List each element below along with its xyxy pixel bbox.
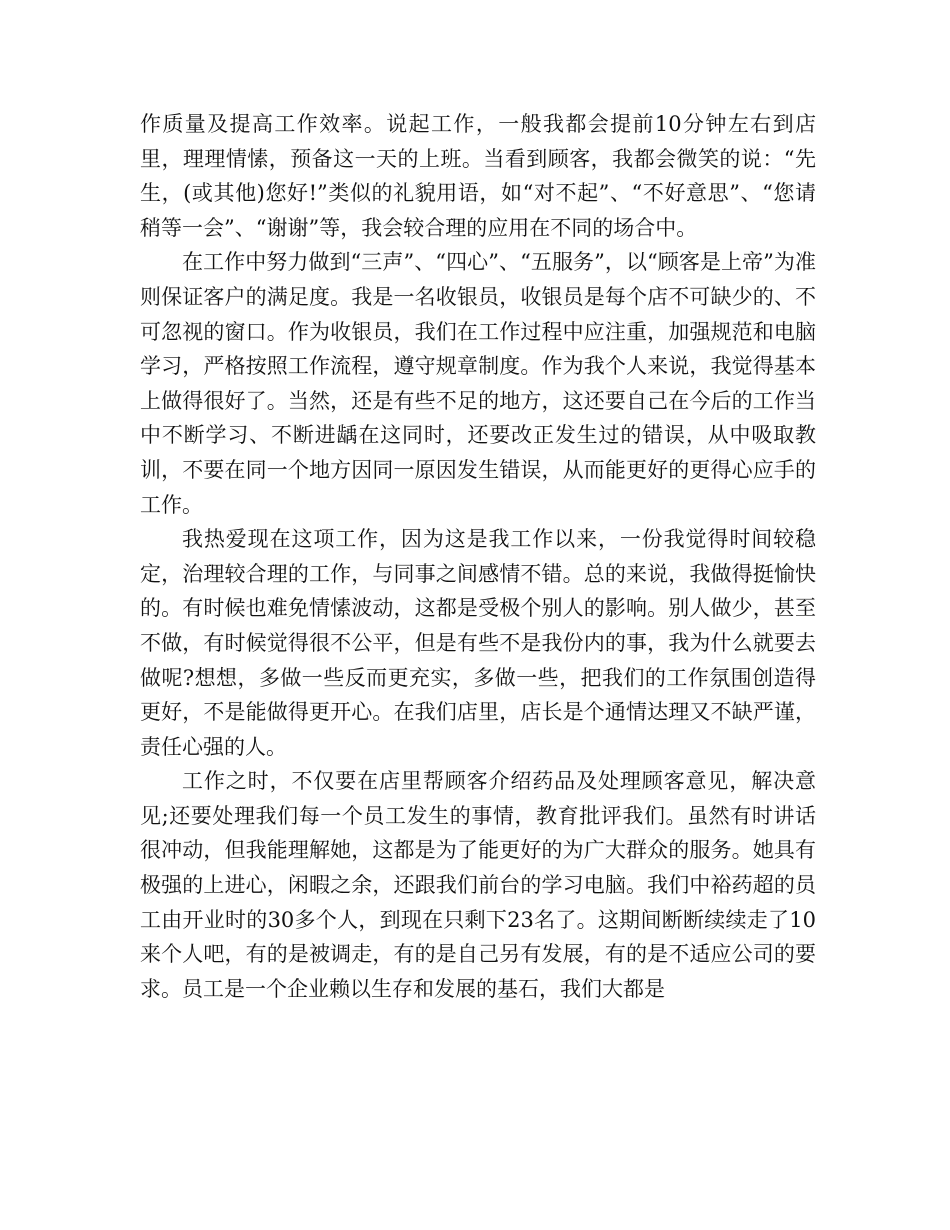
paragraph-continuation: 作质量及提高工作效率。说起工作，一般我都会提前10分钟左右到店里，理理情愫，预备这一天的上班。当看到顾客，我都会微笑的说：“先生，(或其他)您好!”类似的礼貌用语，如“对不起”、“不好意思”、“您请稍等一会”、“谢谢”等，我会较合理的应用在不同的场合中。	[140, 112, 816, 240]
document-body	[140, 107, 816, 1006]
paragraph-store-manager: 工作之时，不仅要在店里帮顾客介绍药品及处理顾客意见，解决意见;还要处理我们每一个员工发生的事情，教育批评我们。虽然有时讲话很冲动，但我能理解她，这都是为了能更好的为广大群众的服务。她具有极强的上进心，闲暇之余，还跟我们前台的学习电脑。我们中裕药超的员工由开业时的30多个人，到现在只剩下23名了。这期间断断续续走了10来个人吧，有的是被调走，有的是自己另有发展，有的是不适应公司的要求。员工是一个企业赖以生存和发展的基石，我们大都是	[140, 769, 816, 1001]
paragraph-love-of-work: 我热爱现在这项工作，因为这是我工作以来，一份我觉得时间较稳定，治理较合理的工作，与同事之间感情不错。总的来说，我做得挺愉快的。有时候也难免情愫波动，这都是受极个别人的影响。别人做少，甚至不做，有时候觉得很不公平，但是有些不是我份内的事，我为什么就要去做呢?想想，多做一些反而更充实，多做一些，把我们的工作氛围创造得更好，不是能做得更开心。在我们店里，店长是个通情达理又不缺严谨，责任心强的人。	[140, 527, 816, 759]
paragraph-cashier-duties: 在工作中努力做到“三声”、“四心”、“五服务”，以“顾客是上帝”为准则保证客户的满足度。我是一名收银员，收银员是每个店不可缺少的、不可忽视的窗口。作为收银员，我们在工作过程中应注重，加强规范和电脑学习，严格按照工作流程，遵守规章制度。作为我个人来说，我觉得基本上做得很好了。当然，还是有些不足的地方，这还要自己在今后的工作当中不断学习、不断进龋在这同时，还要改正发生过的错误，从中吸取教训，不要在同一个地方因同一原因发生错误，从而能更好的更得心应手的工作。	[140, 250, 816, 517]
